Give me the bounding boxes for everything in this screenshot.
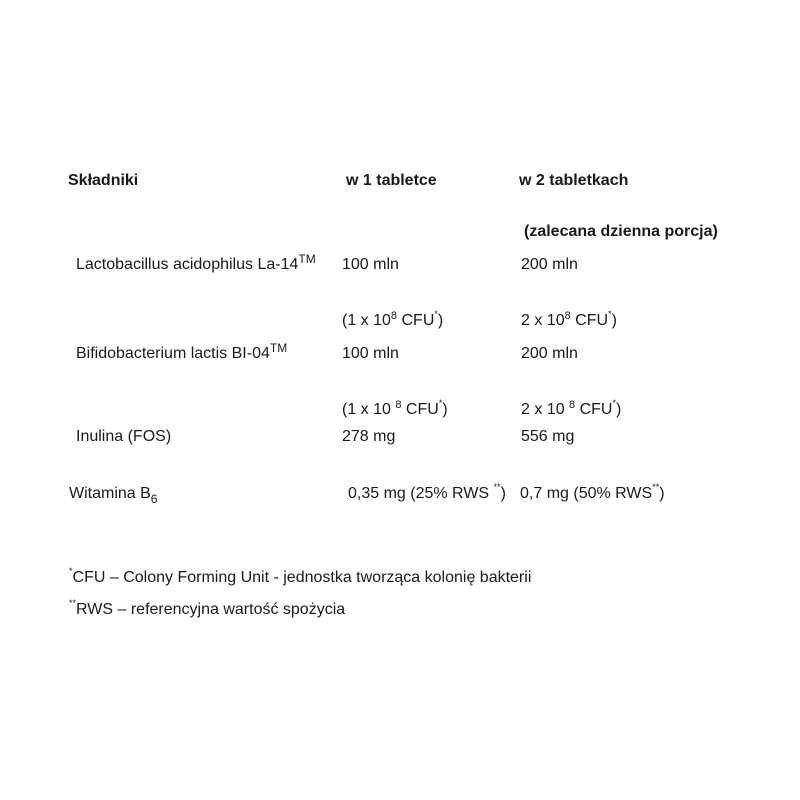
cfu-1-tablet: (1 x $10^8$ CFU*) bbox=[342, 309, 444, 329]
header-per-2-tablets: w 2 tabletkach bbox=[519, 172, 629, 189]
cfu-1-tablet: (1 x 10 $^8$ CFU*) bbox=[342, 398, 448, 418]
value-1-tablet: 278 mg bbox=[342, 428, 396, 445]
header-per-1-tablet: w 1 tabletce bbox=[346, 172, 437, 189]
ingredient-name: Bifidobacterium lactis BI-04™ bbox=[76, 341, 288, 362]
footnote-rws: **RWS – referencyjna wartość spożycia bbox=[69, 598, 346, 618]
ingredient-name: Witamina $B_6$ bbox=[69, 485, 158, 506]
ingredient-name: Inulina (FOS) bbox=[76, 428, 172, 445]
value-2-tablets: 556 mg bbox=[521, 428, 575, 445]
value-2-tablets: 200 mln bbox=[521, 256, 578, 273]
value-1-tablet: 100 mln bbox=[342, 345, 399, 362]
header-ingredients: Składniki bbox=[68, 172, 139, 189]
value-2-tablets: 200 mln bbox=[521, 345, 578, 362]
header-daily-portion-note: (zalecana dzienna porcja) bbox=[524, 223, 718, 240]
ingredient-name: Lactobacillus acidophilus La-14™ bbox=[76, 252, 316, 273]
value-1-tablet: 0,35 mg (25% RWS **) bbox=[348, 482, 506, 502]
value-2-tablets: 0,7 mg (50% RWS**) bbox=[520, 482, 665, 502]
cfu-2-tablets: 2 x $10^8$ CFU*) bbox=[521, 309, 617, 329]
value-1-tablet: 100 mln bbox=[342, 256, 399, 273]
cfu-2-tablets: 2 x 10 $^8$ CFU*) bbox=[521, 398, 622, 418]
footnote-cfu: *CFU – Colony Forming Unit - jednostka tworząca kolonię bakterii bbox=[69, 566, 532, 586]
